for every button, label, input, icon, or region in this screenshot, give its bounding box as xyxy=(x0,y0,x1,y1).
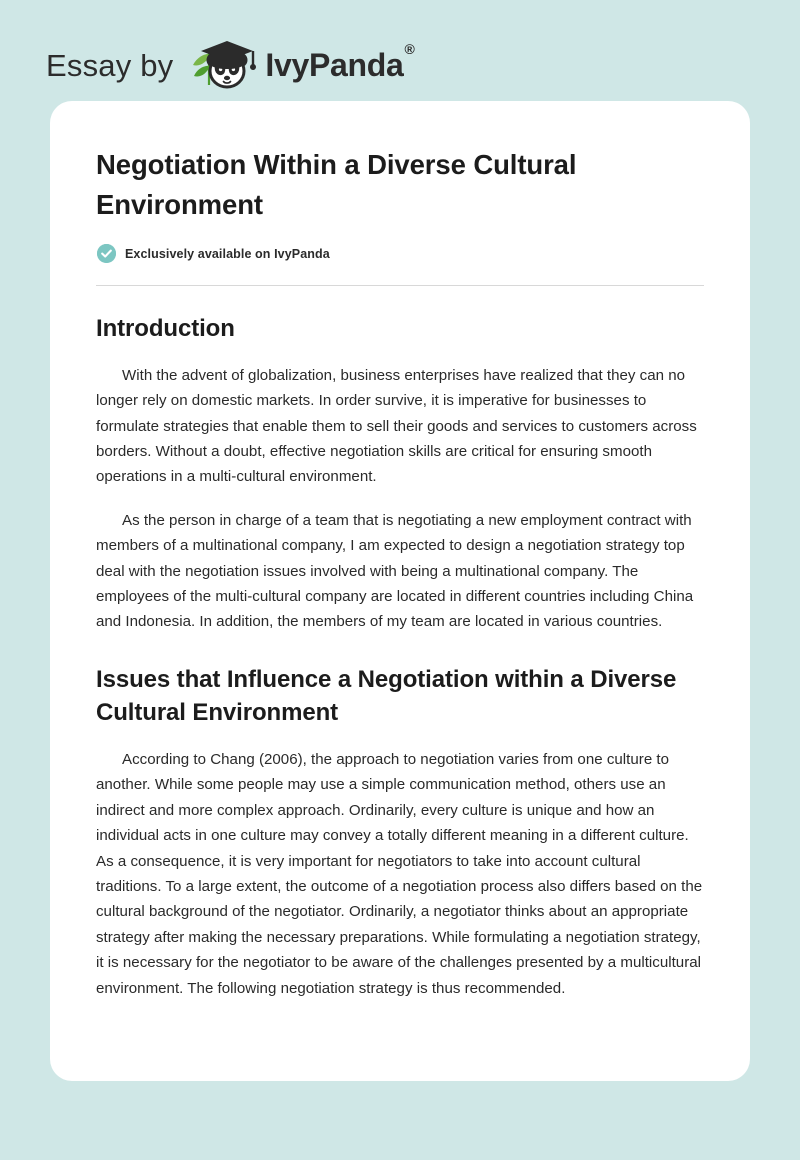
brand-name-text xyxy=(265,41,415,83)
page-title: Negotiation Within a Diverse Cultural Environment xyxy=(96,149,577,220)
header-prefix-text: Essay by xyxy=(46,47,174,83)
exclusive-badge-label: Exclusively available on IvyPanda xyxy=(125,246,330,261)
panda-graduate-icon xyxy=(187,35,261,95)
brand-logo-link[interactable] xyxy=(187,35,413,95)
title-divider xyxy=(96,285,704,286)
exclusive-badge xyxy=(97,244,704,263)
section-heading-introduction: Introduction xyxy=(96,315,235,343)
paragraph: According to Chang (2006), the approach to negotiation varies from one culture to another. While some people may use a simple communication method, others use an indirect and more complex approach. Ordinarily, every culture is unique and how an individual acts in one culture may convey a totally different meaning in a different culture. As a consequence, it is very important for negotiators to take into account cultural traditions. To a large extent, the outcome of a negotiation process also differs based on the cultural background of the negotiator. Ordinarily, a negotiator thinks about an appropriate strategy after making the necessary preparations. While formulating a negotiation strategy, it is necessary for the negotiator to be aware of the challenges presented by a multicultural environment. The following negotiation strategy is thus recommended. xyxy=(96,751,703,997)
essay-card xyxy=(50,101,750,1081)
brand-trademark-symbol: ® xyxy=(404,41,415,58)
paragraph: With the advent of globalization, business enterprises have realized that they can no longer rely on domestic markets. In order survive, it is imperative for businesses to formulate strategies that enable them to sell their goods and services to customers across borders. Without a doubt, effective negotiation skills are critical for ensuring smooth operations in a multi-cultural environment. xyxy=(96,366,697,486)
paragraph: As the person in charge of a team that is negotiating a new employment contract with members of a multinational company, I am expected to design a negotiation strategy top deal with the negotiation issues involved with being a multinational company. The employees of the multi-cultural company are located in different countries including China and Indonesia. In addition, the members of my team are located in various countries. xyxy=(96,511,694,631)
site-header xyxy=(0,0,800,92)
check-circle-icon xyxy=(97,244,116,263)
brand-name-label: IvyPanda xyxy=(265,47,404,83)
section-heading-issues: Issues that Influence a Negotiation within a Diverse Cultural Environment xyxy=(96,665,677,727)
